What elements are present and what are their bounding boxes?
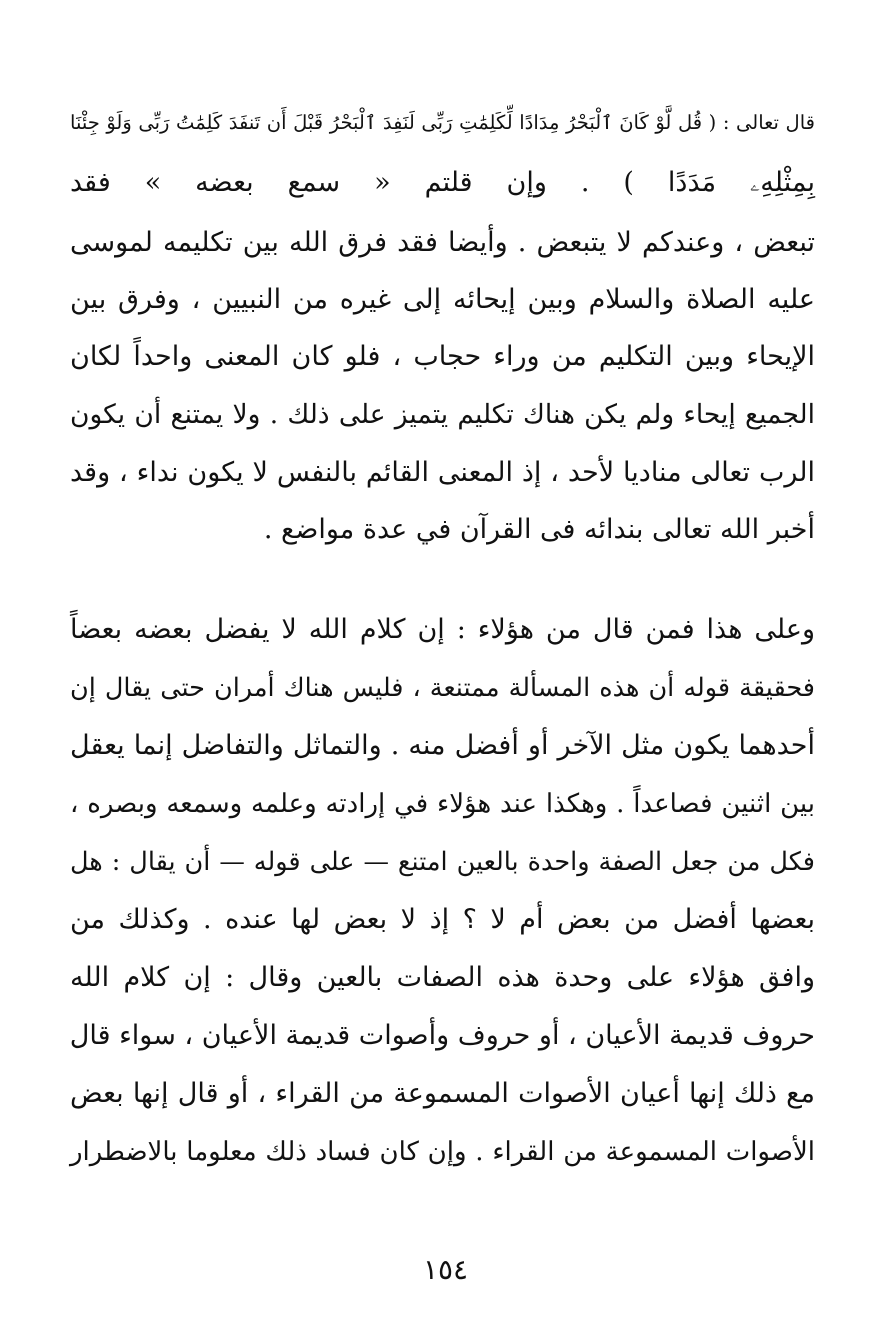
text-line: فحقيقة قوله أن هذه المسألة ممتنعة ، فليس هناك أمران حتى يقال إن (70, 673, 815, 703)
text-line: وعلى هذا فمن قال من هؤلاء : إن كلام الله لا يفضل بعضه بعضاً (70, 614, 815, 645)
text-line: مع ذلك إنها أعيان الأصوات المسموعة من القراء ، أو قال إنها بعض (70, 1078, 815, 1109)
text-line: الرب تعالى مناديا لأحد ، إذ المعنى القائم بالنفس لا يكون نداء ، وقد (70, 457, 815, 488)
text-line: تبعض ، وعندكم لا يتبعض . وأيضا فقد فرق الله بين تكليمه لموسى (70, 227, 815, 258)
text-line: فكل من جعل الصفة واحدة بالعين امتنع — على قوله — أن يقال : هل (70, 847, 815, 877)
text-line: قال تعالى : ( قُل لَّوْ كَانَ ٱلْبَحْرُ مِدَادًا لِّكَلِمَٰتِ رَبِّى لَنَفِدَ ٱلْبَحْرُ قَبْلَ أَن تَنفَدَ كَلِمَٰتُ رَبِّى وَلَوْ جِئْنَا (70, 111, 815, 134)
text-line: بِمِثْلِهِۦ مَدَدًا ) . وإن قلتم « سمع بعضه » فقد (70, 167, 815, 198)
text-line: الأصوات المسموعة من القراء . وإن كان فساد ذلك معلوما بالاضطرار (70, 1137, 815, 1167)
text-line: أحدهما يكون مثل الآخر أو أفضل منه . والتماثل والتفاضل إنما يعقل (70, 730, 815, 761)
text-line: وافق هؤلاء على وحدة هذه الصفات بالعين وقال : إن كلام الله (70, 962, 815, 993)
page-number: ١٥٤ (422, 1253, 469, 1286)
text-line: عليه الصلاة والسلام وبين إيحائه إلى غيره من النبيين ، وفرق بين (70, 284, 815, 315)
text-line: بعضها أفضل من بعض أم لا ؟ إذ لا بعض لها عنده . وكذلك من (70, 904, 815, 935)
text-line: أخبر الله تعالى بندائه فى القرآن في عدة مواضع . (263, 514, 815, 545)
text-line: الإيحاء وبين التكليم من وراء حجاب ، فلو كان المعنى واحداً لكان (70, 341, 815, 372)
text-line: بين اثنين فصاعداً . وهكذا عند هؤلاء في إرادته وعلمه وسمعه وبصره ، (70, 789, 815, 819)
text-line: الجميع إيحاء ولم يكن هناك تكليم يتميز على ذلك . ولا يمتنع أن يكون (70, 399, 815, 430)
text-line: حروف قديمة الأعيان ، أو حروف وأصوات قديمة الأعيان ، سواء قال (69, 1020, 815, 1051)
